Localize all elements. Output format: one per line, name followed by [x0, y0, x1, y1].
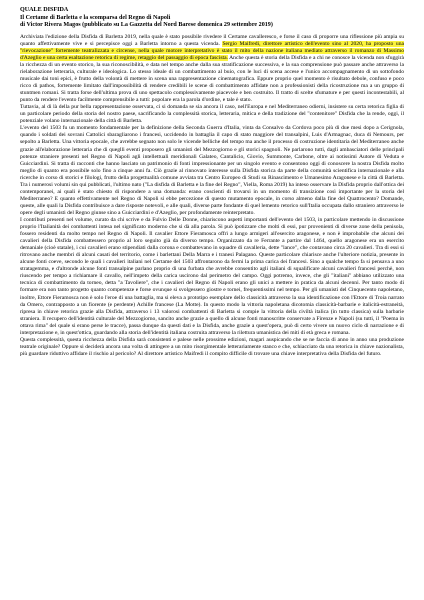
paragraph-1 [20, 34, 404, 104]
article-title: QUALE DISFIDA [20, 7, 69, 13]
paragraph-1-highlight: Sergio Maifredi, direttore artistico dell'evento sino al 2020, ha proposto una "rievocazione" fortemente teatralizzata e circense, nella quale motore interpretativo è stato il mito della nazione italiana mediato attraverso il romanzo di Massimo d'Azeglio e una certa esaltazione retorica di regime, retaggio del passaggio di epoca fascista. [20, 40, 404, 61]
paragraph-1-rest: Anche questa è storia della Disfida e a chi ne conosce la vicenda non sfuggirà la ricchezza di un evento storico, la sua riconoscibilità, e data nel tempo anche dalla sua stratificazione successiva, e la sua comprensione può passare anche attraverso la rielaborazione letteraria, culturale e ideologica. Lo stesso ideale di un combattimento al buio, con le luci di scena accese e l'unico accompagnamento di un sottofondo musicale dai toni epici, è frutto della volontà di mettere in scena una rappresentazione cinematografica. Eppure proprio quel momento è risultato debole, confuso e poco ricco di pathos, fortemente limitato dall'impossibilità di rendere credibili le scene di combattimento affidate non a professionisti della ricostruzione ma a un gruppo di stuntmen romani. Si tratta forse dell'ultima prova di uno spettacolo complessivamente piacevole e ben costruito. Il tratto di scelte sfumature e per questi incontestabili, al punto da rendere l'evento facilmente comprensibile a tutti: popolare era la parola d'ordine, e tale è stato. [20, 54, 404, 104]
article-byline: di Victor Rivera Magos (pubblicato su La Gazzetta del Nord Barese domenica 29 settembre 2019) [20, 22, 273, 29]
paragraph-2: Tuttavia, al di là della pur bella rappresentazione osservata, ci si domanda se sia ancora il caso, nell'Europa e nel Mediterraneo odierni, insistere su certa retorica figlia di un particolare periodo della storia del nostro paese, sacrificando la complessità storica, letteraria, mitica e della tradizione del "contenitore" Disfida che la rende, oggi, il potenziale volano internazionale della città di Barletta. [20, 104, 404, 125]
paragraph-4: I contributi presenti nel volume, curato da chi scrive e da Fulvio Delle Donne, chiariscono aspetti importanti dell'evento del 1503, in particolare mettendo in discussione proprio l'Italianità dei combattenti intesa nel significato moderno che si dà alla parola. Si può ipotizzare che molti di essi, pur provenienti di diverse zone della penisola, fossero residenti da molto tempo nel Regno di Napoli. Il cavalier Ettore Fieramosca offrì a lungo armigeri all'esercito aragonese, e non è improbabile che alcuni dei cavalieri della Disfida combattessero proprio al loro seguito già da diverso tempo. Organizzato da re Ferrante a partire dal 1464, quello aragonese era un esercito demaniale (cioè statale), i cui cavalieri erano stipendiati dalla corona e combattevano in squadre di cavalleria, dette "lance", che contavano circa 20 cavalieri. Tra di essi si ritrovano anche membri di alcuni casati del territorio, come i barlettani Della Marra e i tranesi Palagano. Queste particolare chiarisce anche l'ulteriore notizia, presente in alcune fonti coeve, secondo le quali i cavalieri italiani nel Certame del 1503 affrontarono da fermi la prima carica dei francesi. Sino a qualche tempo fa si pensava a uno stratagemma, e d'altronde alcune fonti transalpine parlano proprio di una furbata che avrebbe consentito agli italiani di squalificare alcuni cavalieri francesi perchè, non riuscendo per tempo a richiamare il cavallo, nell'impeto della carica uscirono dal perimetro del campo. Oggi potremo, invece, che gli "italiani" abbiano utilizzato una tecnica di combattimento da torneo, detta "a Tavoliere", che i cavalieri del Regno di Napoli erano gli unici a mettere in pratica da alcuni decenni. Per tanto modo di formare era non tanto progetto quanto competenze e forse ovunque si svolgessero giostre e tornei, frequentissimi nel tempo. Per gli umanisti del Cinquecento napoletano, inoltre, Ettore Fieramosca non è solo l'eroe di una battaglia, ma si eleva a prototipo esemplare dello classicità attraverso la sua identificazione con l'Ettore di Troia narrato da Omero, contrapposto a un fiorente (e perdente) Achille francese (La Motte). In questo modo la vittoria napoletana dicotomia classicità-barbarie e italicità-estraneità, ripresa in chiave retorica grazie alla Disfida, attraverso i 13 valorosi combattenti di Barletta si compie la vittoria della civiltà italica (in tutto classica) sulla barbarie straniera. Il recupero dell'identità culturale del Mezzogiorno, sancito anche grazie a quello di alcune fonti manoscritte conservate a Firenze e Napoli (su tutti, il "Poema in ottava rima" del quale si erano perse le tracce), passa dunque da questi dati e la Disfida, anche grazie a quest'opera, può di certo vivere un nuovo ciclo di narrazione e di interpretazione e, in quest'ottica, guardando alla storia dell'identità italiana costruita attraverso la rilettura umanistica dei miti di età greca e romana. [20, 217, 404, 336]
paragraph-3: L'evento del 1503 fu un momento fondamentale per la definizione della Seconda Guerra d'Italia, vinta da Consalvo da Cordova poco più di due mesi dopo a Cerignola, quando i soldati dei sovrani Cattolici sbaragliarono i francesi, uccidendo in battaglia il capo di stato maggiore del transalpini, Luis d'Armagnac, duca di Nemours, per sepolto a Barletta. Una vittoria epocale, che avrebbe segnato non solo le vicende belliche del tempo ma anche il processo di costruzione identitaria del Mediterraneo anche grazie all'elaborazione letteraria che di queglli eventi proposero gli umanisti del Mezzogiorno e gli storici spagnoli. Ne parlarono tutti, dagli ambasciatori delle principali potenze straniere presenti nel Regno di Napoli agli intellettuali meridionali Galateo, Cantalicio, Giovio, Summonte, Carbone, oltre ai notissimi Autore di Veduta e Guicciardini. Si tratta di racconti che hanno lasciato un patrimonio di fonti impressionante per un singolo evento e consentono oggi di conoscere la nostra Disfida molto meglio di quanto era possibile solo fino a cinque anni fa. Ciò grazie al rinnovato interesse sulla Disfida storica da parte della comunità scientifica internazionale e alla ricerche in corso di storici e filologi, frutto della progettualità comune avviata tra Centro Europeo di Studi su Rinascimento e Umanesimo Aragonese e la città di Barletta. Tra i numerosi volumi sin qui pubblicati, l'ultimo nato ("La disfida di Barletta e la fine del Regno", Viella, Roma 2019) ha inteso osservare la Disfida proprio dall'ottica dei contemporanei, ai quali è stato chiesto di rispondere a una domanda: erano coscienti di trovarsi in un momento di transizione così importante per la storia del Mediterraneo? E quanto effettivamente nel Regno di Napoli si ebbe percezione di questo mutamento epocale, in corso almeno dalla fine del Quattrocento? Domande, queste, alle quali la Disfida contribuisce a dare risposte notevoli, e alle quali, diverse parte fondante di quel lemento retorico sull'Italia occupata dallo straniero attraverso le opere degli umanisti del Regno giunse sino a Guicciardini e d'Azeglio, per profondamente reinterpretato. [20, 125, 404, 216]
article-subtitle: Il Certame di Barletta e la scomparsa del Regno di Napoli [20, 14, 171, 21]
paragraph-1-lead: Archiviata l'edizione della Disfida di Barletta 2019, nella quale è stato possibile rivedere il Certame cavalleresco, e forse il caso di proporre una riflessione più ampia su quanto affettivamente vive e si percepisce oggi a Barletta intorno a questa vicenda. [20, 33, 404, 47]
paragraph-5: Questa complessità, questa ricchezza della Disfida sarà consistenti e palese nelle prossime edizioni, magari auspicando che se ne faccia di anno in anno una produzione teatrale originale? Oppure si deciderà ancora una volta di attingere a un mito risorgimentale letterariamente stanco e che, schiacciato da una retorica in chiave nazionalista, più guardare riduttivo affidare il rischio al pericolo? Al direttore artistico Maifredi il compito difficile di trovare una chiave interpretativa della Disfida del futuro. [20, 336, 404, 357]
